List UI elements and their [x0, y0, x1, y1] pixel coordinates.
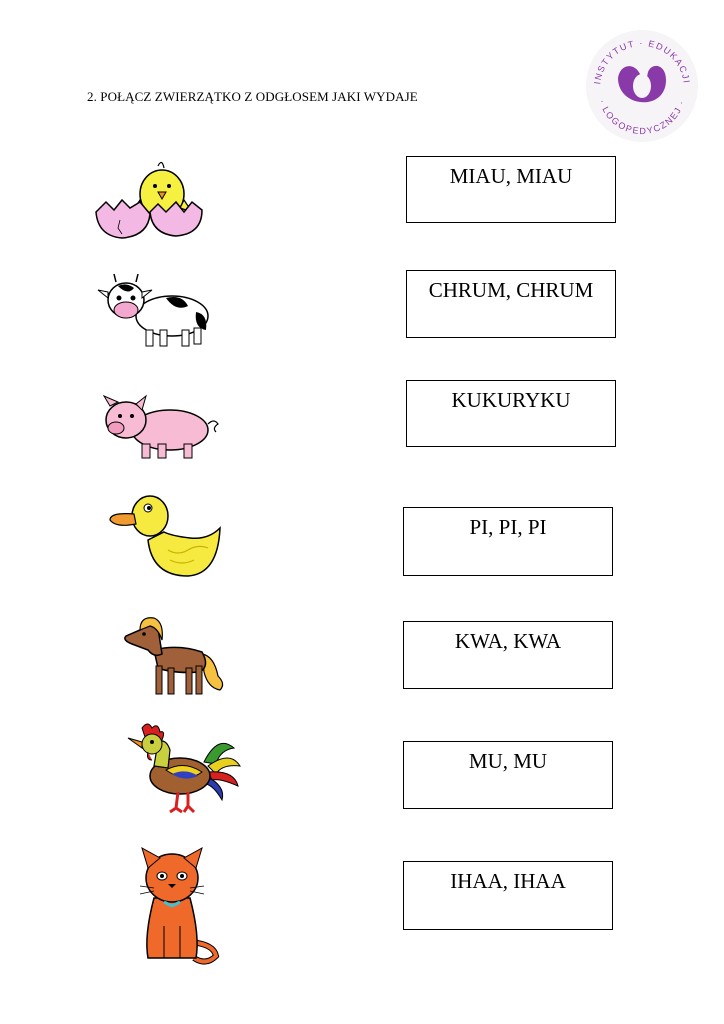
cat-icon: [124, 846, 224, 966]
rooster-icon: [122, 720, 244, 816]
sound-box-kwa: KWA, KWA: [403, 621, 613, 689]
svg-text:INSTYTUT · EDUKACJI: INSTYTUT · EDUKACJI: [592, 37, 692, 85]
institute-logo: [582, 28, 702, 144]
sound-box-miau: MIAU, MIAU: [406, 156, 616, 223]
chick-icon: [92, 156, 207, 246]
instruction-heading: 2. POŁĄCZ ZWIERZĄTKO Z ODGŁOSEM JAKI WYDAJE: [87, 89, 418, 104]
duck-icon: [108, 488, 226, 580]
svg-text:· LOGOPEDYCZNEJ ·: · LOGOPEDYCZNEJ ·: [597, 98, 687, 137]
sound-box-kukuryku: KUKURYKU: [406, 380, 616, 447]
sound-box-chrum: CHRUM, CHRUM: [406, 270, 616, 338]
cow-icon: [96, 272, 216, 352]
horse-icon: [114, 610, 232, 702]
pig-icon: [100, 390, 220, 465]
sound-box-mu: MU, MU: [403, 741, 613, 809]
sound-box-ihaa: IHAA, IHAA: [403, 861, 613, 930]
sound-box-pi: PI, PI, PI: [403, 507, 613, 576]
logo-graphic: [582, 28, 702, 144]
